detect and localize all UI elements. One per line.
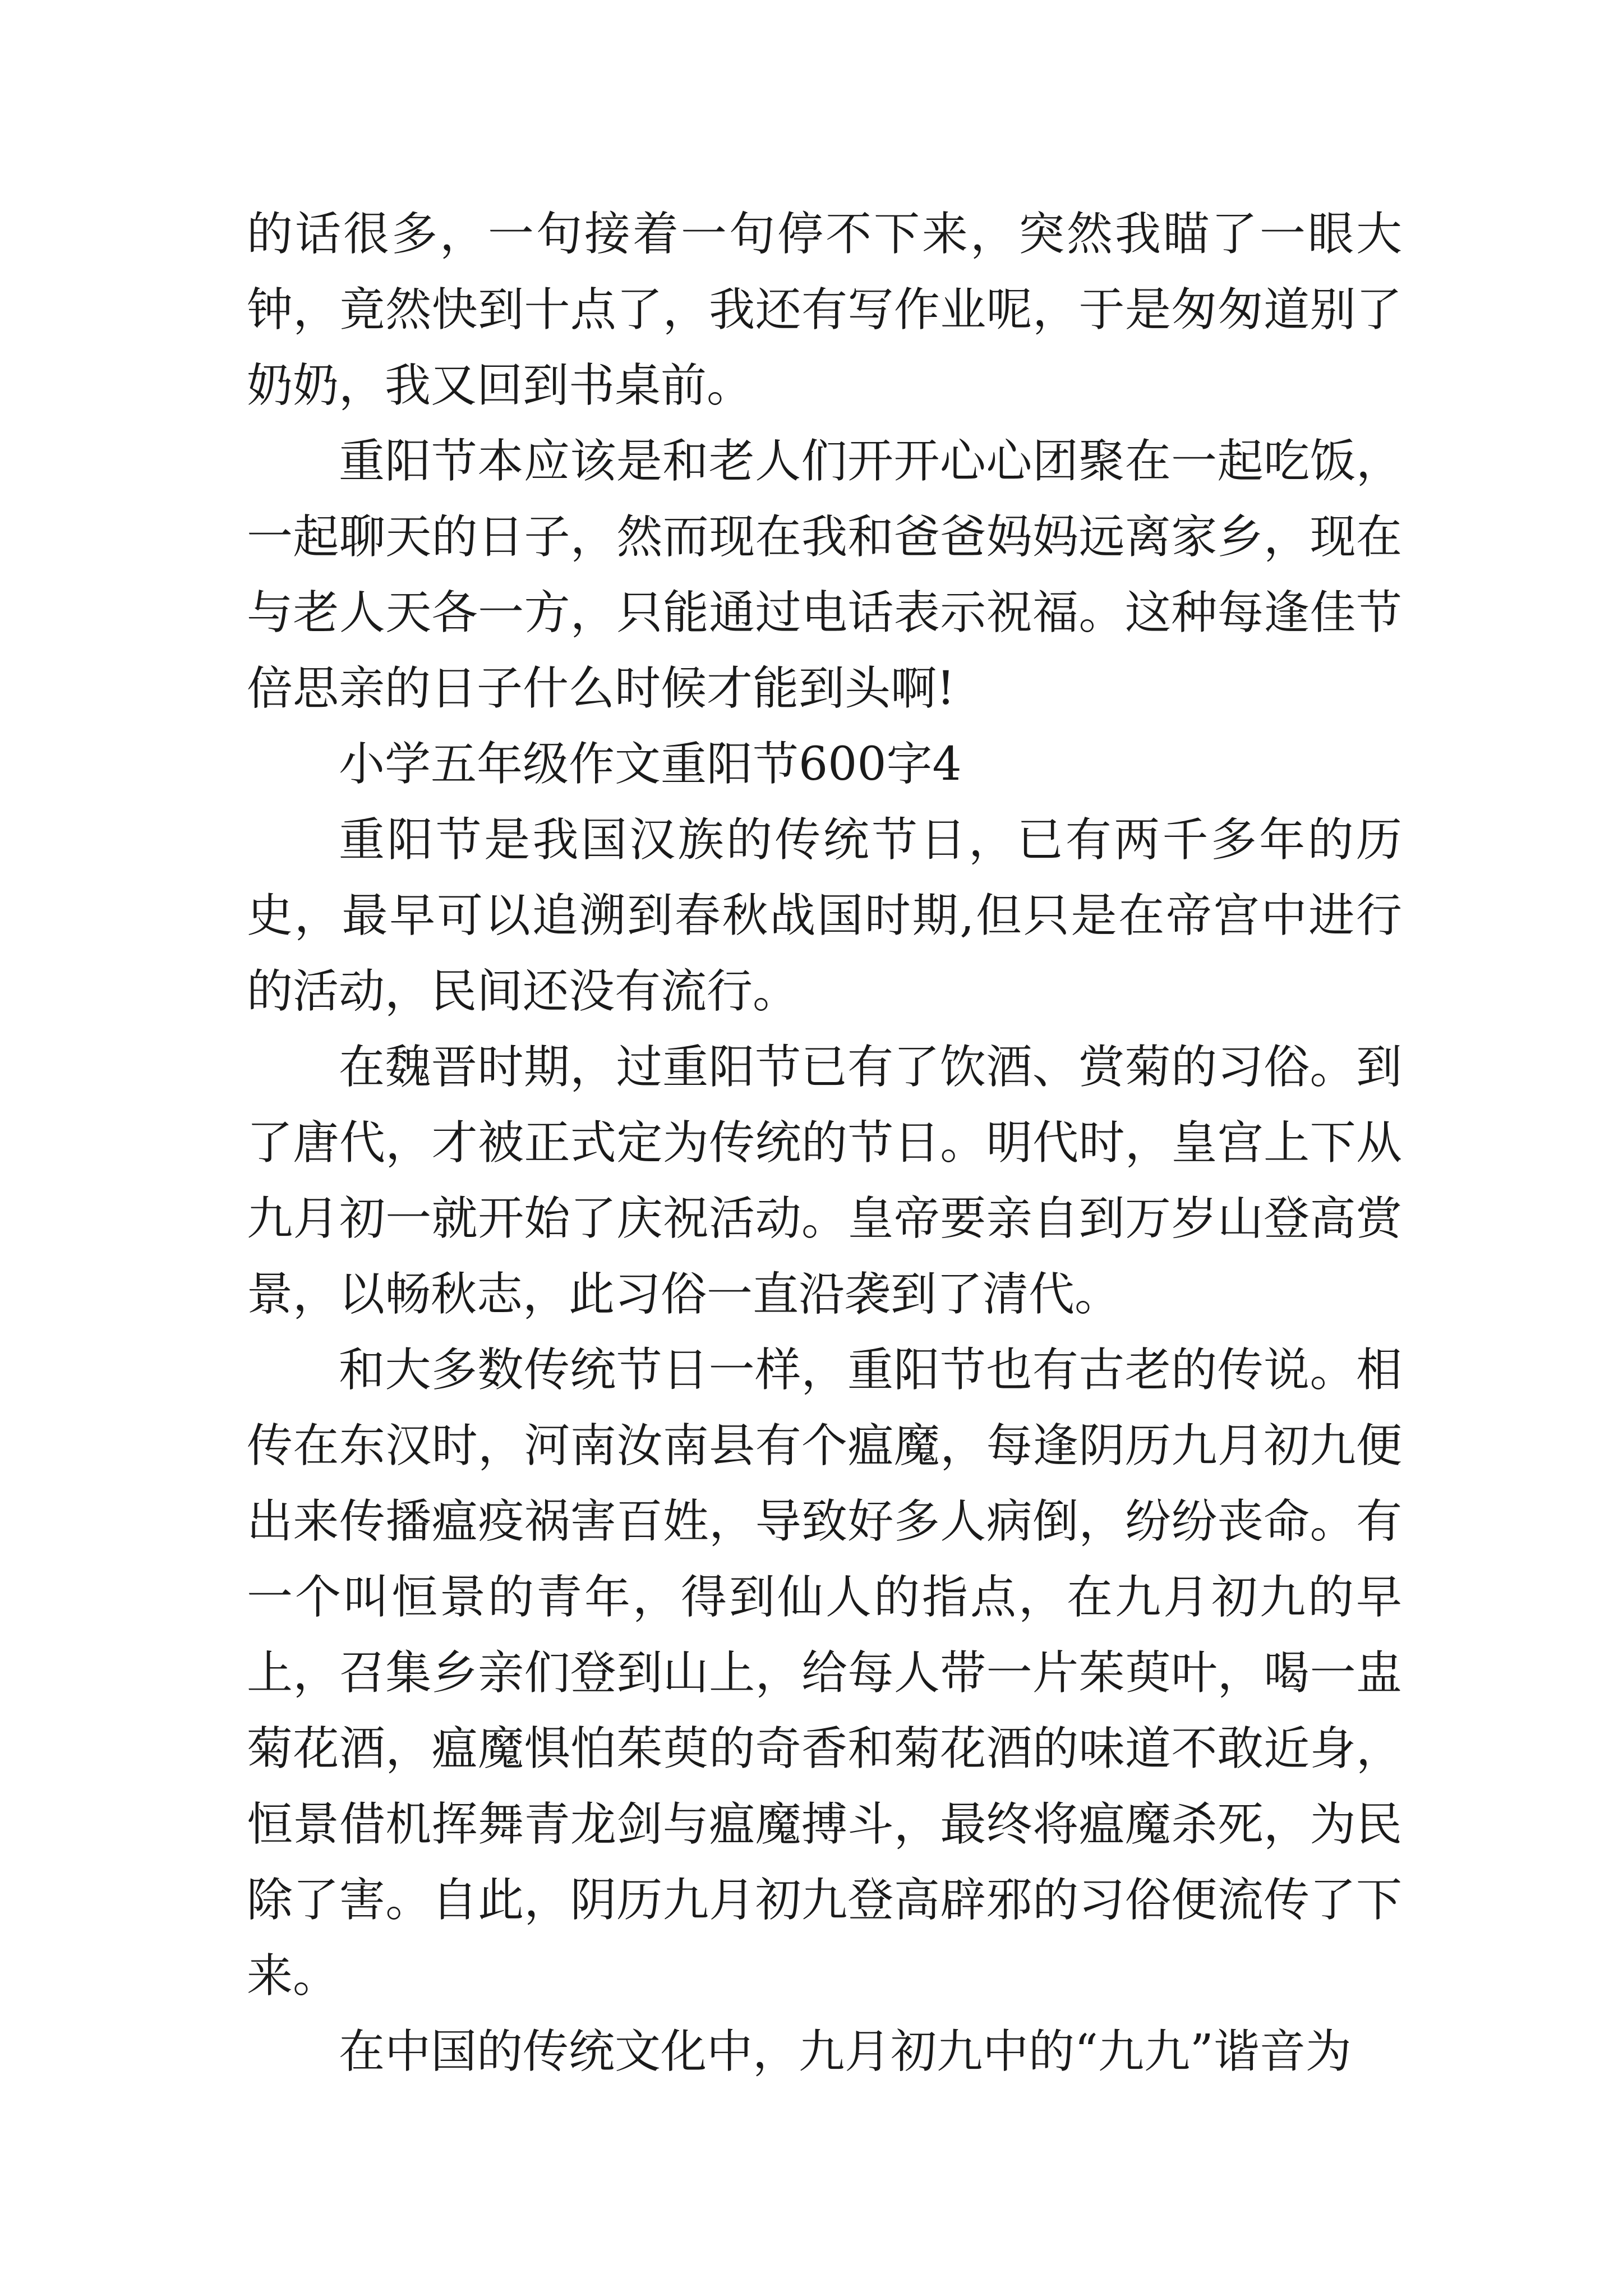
paragraph-dynasties: 在魏晋时期，过重阳节已有了饮酒、赏菊的习俗。到了唐代，才被正式定为传统的节日。明代时，皇宫上下从九月初一就开始了庆祝活动。皇帝要亲自到万岁山登高赏景，以畅秋志，此习俗一直沿袭到了清代。 xyxy=(247,1041,1402,1321)
body-text xyxy=(247,196,1402,2090)
paragraph-legend: 和大多数传统节日一样，重阳节也有古老的传说。相传在东汉时，河南汝南县有个瘟魔，每逢阴历九月初九便出来传播瘟疫祸害百姓，导致好多人病倒，纷纷丧命。有一个叫恒景的青年，得到仙人的指点，在九月初九的早上，召集乡亲们登到山上，给每人带一片茱萸叶，喝一盅菊花酒，瘟魔惧怕茱萸的奇香和菊花酒的味道不敢近身，恒景借机挥舞青龙剑与瘟魔搏斗，最终将瘟魔杀死，为民除了害。自此，阴历九月初九登高辟邪的习俗便流传了下来。 xyxy=(247,1343,1402,2003)
paragraph-reflection: 重阳节本应该是和老人们开开心心团聚在一起吃饭，一起聊天的日子，然而现在我和爸爸妈妈远离家乡，现在与老人天各一方，只能通过电话表示祝福。这种每逢佳节倍思亲的日子什么时候才能到头啊! xyxy=(247,435,1402,715)
paragraph-history: 重阳节是我国汉族的传统节日，已有两千多年的历史，最早可以追溯到春秋战国时期,但只是在帝宫中进行的活动，民间还没有流行。 xyxy=(247,813,1402,1018)
paragraph-continuation: 的话很多，一句接着一句停不下来，突然我瞄了一眼大钟，竟然快到十点了，我还有写作业呢，于是匆匆道别了奶奶，我又回到书桌前。 xyxy=(247,208,1402,412)
essay-heading: 小学五年级作文重阳节600字4 xyxy=(339,738,962,791)
paragraph-culture: 在中国的传统文化中，九月初九中的“九九”谐音为 xyxy=(339,2025,1352,2078)
